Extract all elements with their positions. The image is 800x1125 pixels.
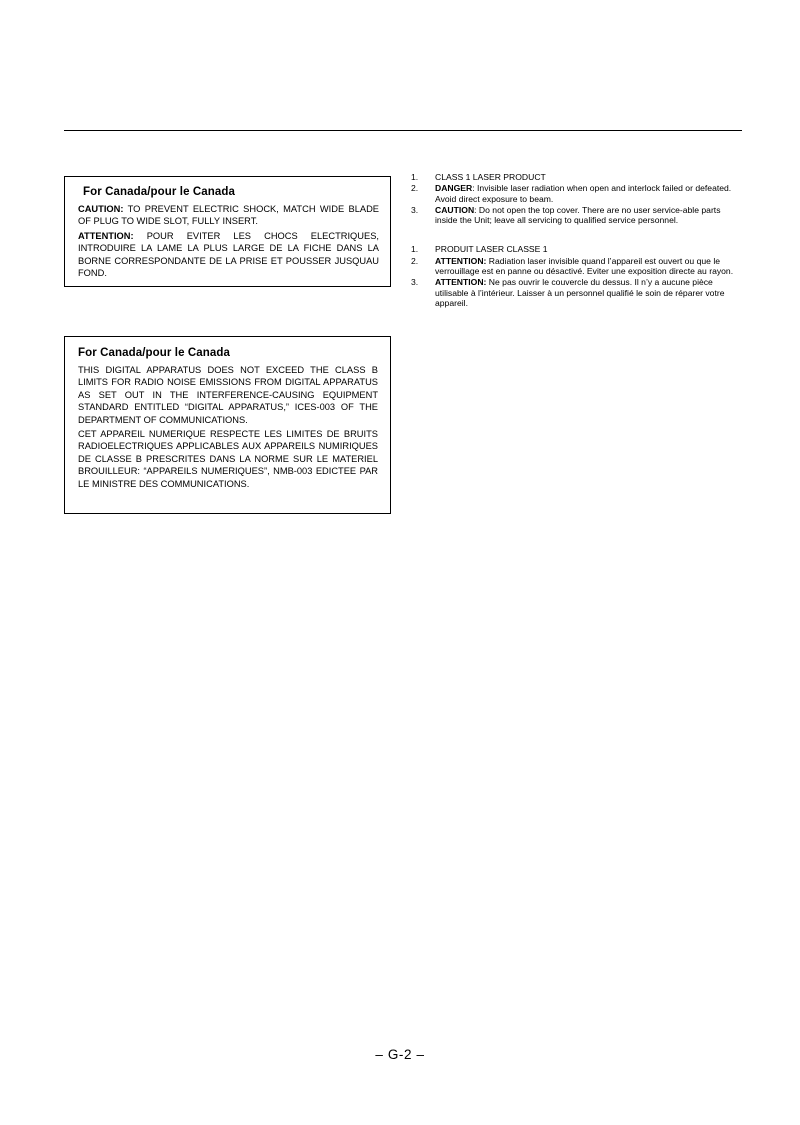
list-item: [411, 277, 741, 309]
list-item: [411, 244, 741, 255]
list-separator: [411, 226, 741, 244]
notice-text: POUR EVITER LES CHOCS ELECTRIQUES, INTRODUIRE LA LAME LA PLUS LARGE DE LA FICHE DANS LA BORNE CORRESPONDANTE DE LA PRISE ET POUSSER JUSQUAU FOND.: [78, 230, 379, 279]
list-item-number: 2.: [411, 255, 419, 266]
notice-lead: ATTENTION:: [78, 230, 134, 241]
list-item-body: PRODUIT LASER CLASSE 1: [435, 244, 548, 255]
notice-box-ices-003: [64, 336, 391, 514]
notice-paragraph: [78, 428, 378, 490]
list-item: [411, 183, 741, 204]
list-item-number: 1.: [411, 244, 419, 255]
list-item-text: [435, 244, 741, 255]
notice-lead: CAUTION:: [78, 204, 124, 214]
list-item-text: [435, 205, 741, 226]
notice-box-title: For Canada/pour le Canada: [83, 186, 236, 198]
notice-text: TO PREVENT ELECTRIC SHOCK, MATCH WIDE BLADE OF PLUG TO WIDE SLOT, FULLY INSERT.: [78, 204, 379, 227]
list-item-text: [435, 183, 741, 204]
list-item-lead: ATTENTION:: [435, 255, 487, 266]
list-item-text: [435, 172, 741, 183]
list-item-number: 1.: [411, 172, 419, 182]
list-item: [411, 205, 741, 226]
laser-safety-notices: [411, 172, 741, 310]
list-item-body: : Do not open the top cover. There are no user service-able parts inside the Unit; leave all servicing to qualified service personnel.: [435, 204, 721, 226]
list-item-lead: CAUTION: [435, 204, 475, 215]
list-item-number: 3.: [411, 277, 419, 288]
list-item-number: 2.: [411, 183, 419, 194]
list-item: [411, 256, 741, 277]
list-item: [411, 172, 741, 183]
notice-box-title: For Canada/pour le Canada: [78, 347, 231, 359]
list-item-text: [435, 256, 741, 277]
list-item-number: 3.: [411, 204, 419, 215]
notice-text: CET APPAREIL NUMERIQUE RESPECTE LES LIMITES DE BRUITS RADIOELECTRIQUES APPLICABLES AUX APPAREILS NUMIRIQUES DE CLASSE B PRESCRITES DANS LA NORME SUR LE MATERIEL BROUILLEUR: “APPAREILS NUMERIQUES”, NMB-003 EDICTEE PAR LE MINISTRE DES COMMUNICATIONS.: [78, 429, 378, 489]
list-item-body: Ne pas ouvrir le couvercle du dessus. Il n’y a aucune pièce utilisable à l’intérieur. Laisser à un personnel qualifié le soin de réparer votre appareil.: [435, 277, 725, 309]
list-item-lead: DANGER: [435, 183, 473, 194]
list-item-body: CLASS 1 LASER PRODUCT: [435, 172, 546, 182]
laser-notice-list-english: [411, 172, 741, 226]
header-divider: [64, 130, 742, 131]
notice-paragraph: [78, 230, 379, 280]
notice-paragraph: [78, 203, 379, 228]
page-number: – G-2 –: [375, 1047, 425, 1062]
list-item-lead: ATTENTION:: [435, 277, 487, 288]
notice-paragraph: [78, 364, 378, 426]
list-item-body: : Invisible laser radiation when open and interlock failed or defeated. Avoid direct exposure to beam.: [435, 183, 732, 204]
notice-box-electric-shock: [64, 176, 391, 287]
list-item-body: Radiation laser invisible quand l’appareil est ouvert ou que le verrouillage est en panne ou désactivé. Eviter une exposition directe au rayon.: [435, 255, 734, 277]
list-item-text: [435, 277, 741, 309]
laser-notice-list-french: [411, 244, 741, 309]
notice-text: THIS DIGITAL APPARATUS DOES NOT EXCEED THE CLASS B LIMITS FOR RADIO NOISE EMISSIONS FROM DIGITAL APPARATUS AS SET OUT IN THE INTERFERENCE-CAUSING EQUIPMENT STANDARD ENTITLED “DIGITAL APPARATUS,” ICES-003 OF THE DEPARTMENT OF COMMUNICATIONS.: [78, 365, 378, 425]
